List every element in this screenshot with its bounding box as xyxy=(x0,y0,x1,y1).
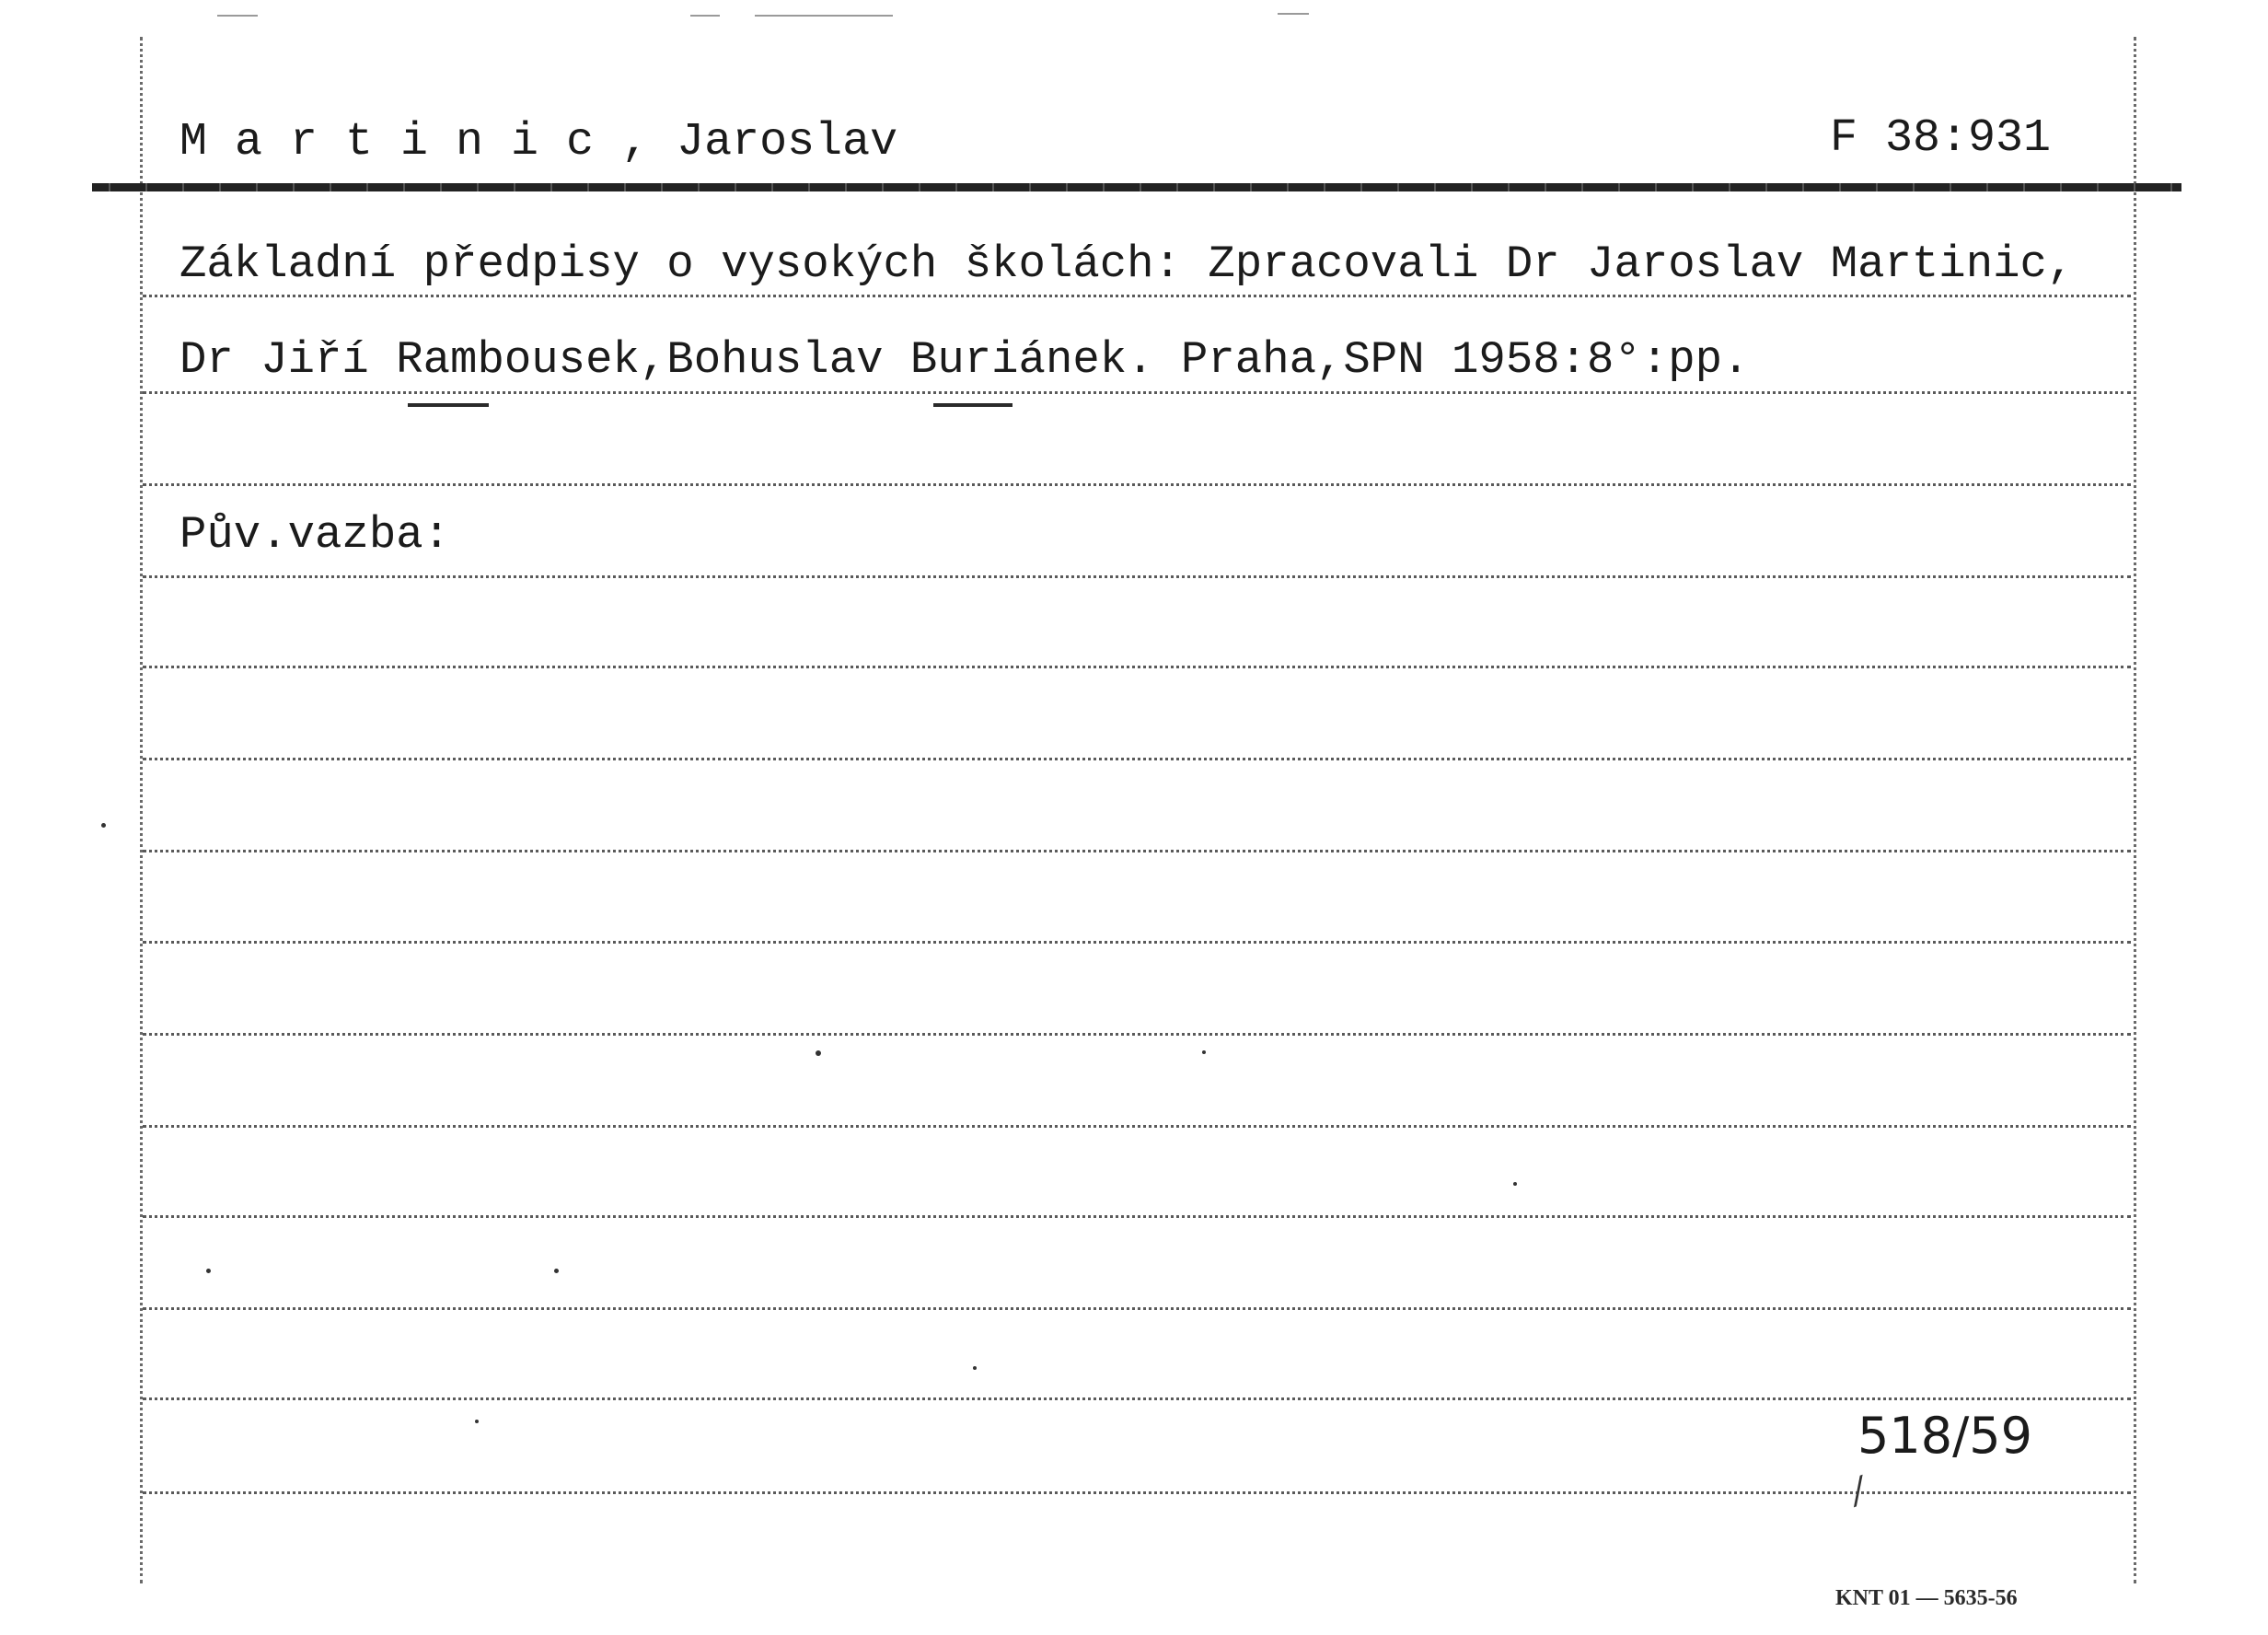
speck xyxy=(1202,1050,1206,1054)
speck xyxy=(206,1269,211,1273)
check-mark-icon: ⁄ xyxy=(1848,1471,1869,1513)
right-border xyxy=(2134,37,2136,1583)
top-mark xyxy=(217,15,258,17)
speck xyxy=(101,823,106,828)
ruled-line xyxy=(143,483,2131,486)
title-line-2: Dr Jiří Rambousek,Bohuslav Buriánek. Praha,SPN 1958:8°:pp. xyxy=(179,334,1750,386)
left-border xyxy=(140,37,143,1583)
ruled-line xyxy=(143,758,2131,760)
speck xyxy=(1513,1182,1517,1186)
underline-mark xyxy=(933,403,1012,407)
ruled-line xyxy=(143,1215,2131,1218)
top-mark xyxy=(755,15,893,17)
top-mark xyxy=(1278,13,1309,15)
ruled-line xyxy=(143,1307,2131,1310)
ruled-line xyxy=(143,941,2131,944)
heading-rule xyxy=(92,183,2181,191)
speck xyxy=(475,1420,479,1423)
ruled-line xyxy=(143,295,2131,297)
speck xyxy=(816,1050,821,1056)
underline-mark xyxy=(408,403,489,407)
heading-author: M a r t i n i c , Jaroslav xyxy=(179,116,898,168)
ruled-line xyxy=(143,1033,2131,1036)
shelfmark: F 38:931 xyxy=(1830,112,2052,165)
ruled-line xyxy=(143,575,2131,578)
binding-note: Pův.vazba: xyxy=(179,509,451,561)
ruled-line xyxy=(143,850,2131,852)
speck xyxy=(554,1269,559,1273)
top-mark xyxy=(690,15,720,17)
title-line-1: Základní předpisy o vysokých školách: Zpracovali Dr Jaroslav Martinic, xyxy=(179,238,2075,290)
ruled-line xyxy=(143,1397,2131,1400)
ruled-line xyxy=(143,1125,2131,1128)
accession-number: 518/59 xyxy=(1857,1407,2032,1465)
ruled-line xyxy=(143,391,2131,394)
ruled-line xyxy=(143,666,2131,668)
form-code: KNT 01 — 5635-56 xyxy=(1835,1586,2018,1610)
ruled-line xyxy=(143,1491,2131,1494)
speck xyxy=(973,1366,977,1370)
